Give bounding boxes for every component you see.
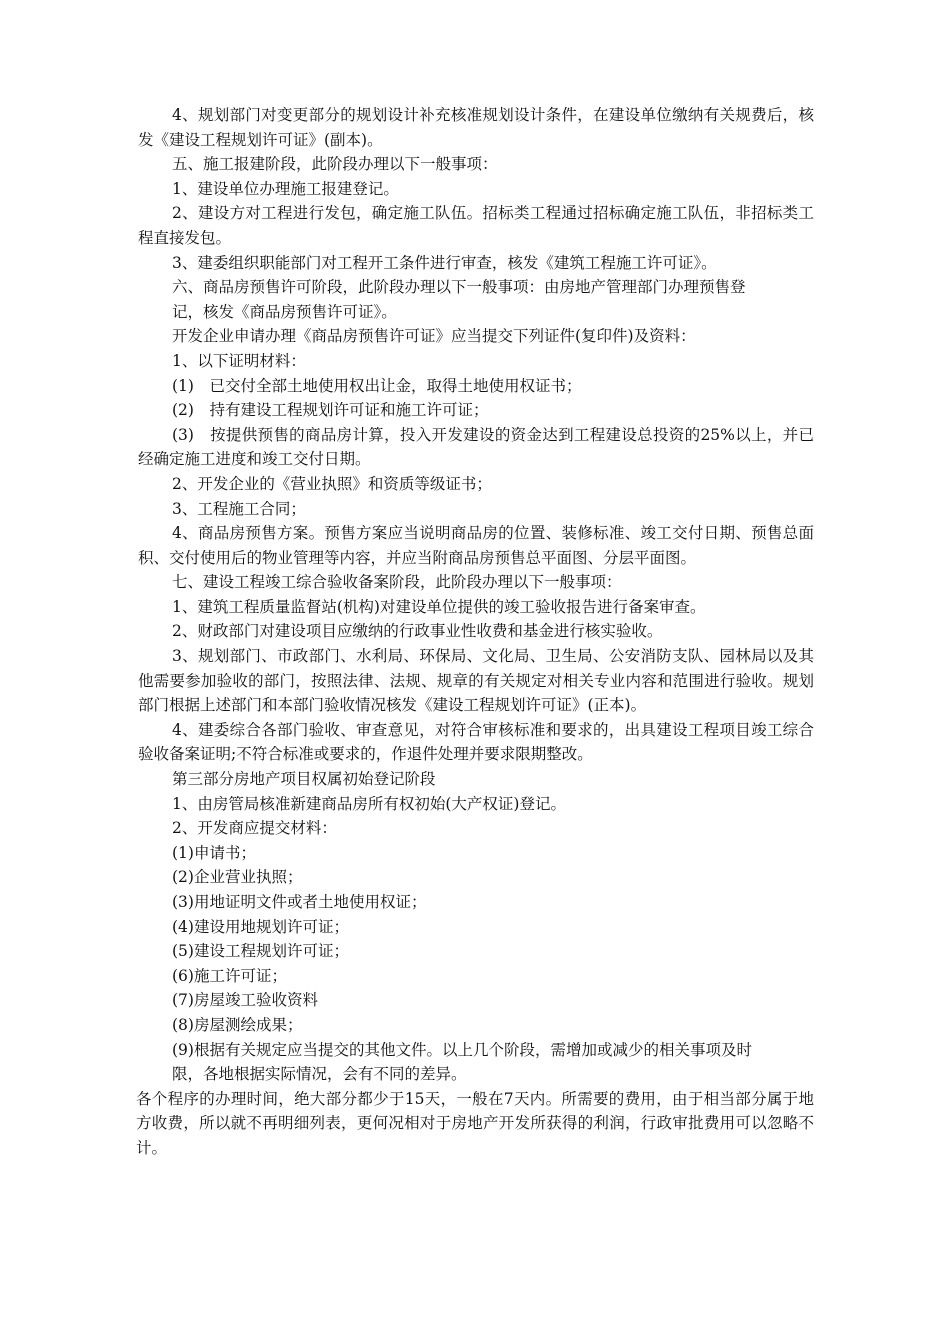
paragraph: 4、商品房预售方案。预售方案应当说明商品房的位置、装修标准、竣工交付日期、预售总面积、交付使用后的物业管理等内容，并应当附商品房预售总平面图、分层平面图。 xyxy=(138,524,814,567)
list-item: (4)建设用地规划许可证； xyxy=(172,917,349,936)
list-item: (2)企业营业执照； xyxy=(172,868,303,887)
section-heading: 五、施工报建阶段，此阶段办理以下一般事项： xyxy=(172,155,498,174)
list-item: (6)施工许可证； xyxy=(172,966,287,985)
list-item: (7)房屋竣工验收资料 xyxy=(172,991,318,1010)
paragraph: 1、建设单位办理施工报建登记。 xyxy=(172,179,399,198)
list-item: (1)申请书； xyxy=(172,843,256,862)
paragraph: 4、建委综合各部门验收、审查意见，对符合审核标准和要求的，出具建设工程项目竣工综合验收备案证明;不符合标准或要求的，作退件处理并要求限期整改。 xyxy=(138,720,814,764)
section-heading: 第三部分房地产项目权属初始登记阶段 xyxy=(172,770,436,789)
paragraph: 2、建设方对工程进行发包，确定施工队伍。招标类工程通过招标确定施工队伍，非招标类工程直接发包。 xyxy=(138,204,814,247)
paragraph: 3、规划部门、市政部门、水利局、环保局、文化局、卫生局、公安消防支队、园林局以及其他需要参加验收的部门，按照法律、法规、规章的有关规定对相关专业内容和范围进行验收。规划部门根据上述部门和本部门验收情况核发《建设工程规划许可证》(正本)。 xyxy=(138,647,814,715)
list-item: (2) 持有建设工程规划许可证和施工许可证； xyxy=(172,401,489,420)
list-item: (3) 按提供预售的商品房计算，投入开发建设的资金达到工程建设总投资的25%以上，并已经确定施工进度和竣工交付日期。 xyxy=(138,425,814,469)
closing-paragraph: 各个程序的办理时间，绝大部分都少于15天，一般在7天内。所需要的费用，由于相当部分属于地方收费，所以就不再明细列表，更何况相对于房地产开发所获得的利润，行政审批费用可以忽略不计。 xyxy=(136,1089,814,1157)
list-item: (5)建设工程规划许可证； xyxy=(172,942,349,961)
paragraph: 限，各地根据实际情况，会有不同的差异。 xyxy=(172,1065,467,1084)
paragraph: 记，核发《商品房预售许可证》。 xyxy=(172,302,397,321)
paragraph: 开发企业申请办理《商品房预售许可证》应当提交下列证件(复印件)及资料： xyxy=(172,327,696,346)
list-item: (9)根据有关规定应当提交的其他文件。以上几个阶段，需增加或减少的相关事项及时 xyxy=(172,1040,752,1059)
section-heading: 六、商品房预售许可阶段，此阶段办理以下一般事项：由房地产管理部门办理预售登 xyxy=(172,278,746,297)
paragraph: 1、建筑工程质量监督站(机构)对建设单位提供的竣工验收报告进行备案审查。 xyxy=(172,597,706,616)
paragraph: 2、财政部门对建设项目应缴纳的行政事业性收费和基金进行核实验收。 xyxy=(172,622,663,641)
paragraph: 1、以下证明材料： xyxy=(172,351,306,370)
section-heading: 七、建设工程竣工综合验收备案阶段，此阶段办理以下一般事项： xyxy=(172,573,622,592)
document-body xyxy=(138,103,814,1161)
paragraph: 2、开发企业的《营业执照》和资质等级证书； xyxy=(172,474,492,493)
paragraph: 2、开发商应提交材料： xyxy=(172,819,337,838)
paragraph: 1、由房管局核准新建商品房所有权初始(大产权证)登记。 xyxy=(172,794,566,813)
list-item: (8)房屋测绘成果； xyxy=(172,1015,303,1034)
list-item: (3)用地证明文件或者土地使用权证； xyxy=(172,893,427,911)
list-item: (1) 已交付全部土地使用权出让金，取得土地使用权证书； xyxy=(172,376,582,395)
paragraph: 3、建委组织职能部门对工程开工条件进行审查，核发《建筑工程施工许可证》。 xyxy=(172,253,717,272)
paragraph: 4、规划部门对变更部分的规划设计补充核准规划设计条件，在建设单位缴纳有关规费后，核发《建设工程规划许可证》(副本)。 xyxy=(138,106,814,149)
paragraph: 3、工程施工合同； xyxy=(172,499,306,518)
